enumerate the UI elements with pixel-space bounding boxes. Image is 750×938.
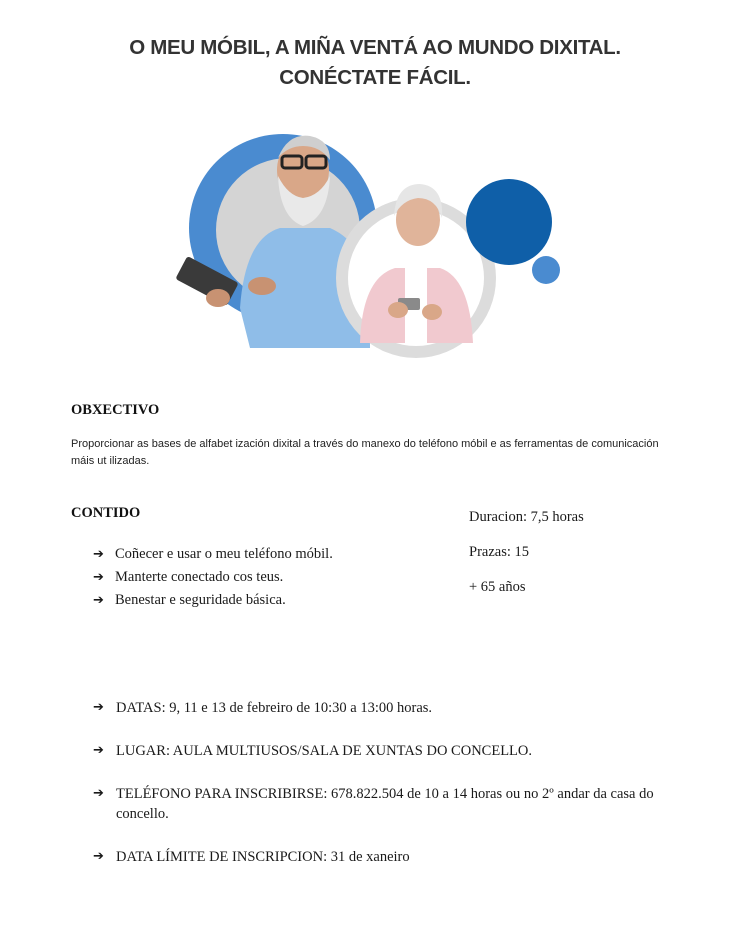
places-text: Prazas: 15 <box>469 544 529 560</box>
arrow-icon: ➔ <box>93 849 104 864</box>
detail-phone: ➔ TELÉFONO PARA INSCRIBIRSE: 678.822.504 de 10 a 14 horas ou no 2º andar da casa do concello. <box>93 786 654 822</box>
arrow-icon: ➔ <box>93 786 104 801</box>
arrow-icon: ➔ <box>93 547 104 562</box>
duration-text: Duracion: 7,5 horas <box>469 509 584 525</box>
age-text: + 65 años <box>469 579 526 595</box>
list-item: ➔ Benestar e seguridade básica. <box>93 589 333 612</box>
arrow-icon: ➔ <box>93 743 104 758</box>
list-item: ➔ Coñecer e usar o meu teléfono móbil. <box>93 543 333 566</box>
page-title <box>0 33 750 93</box>
arrow-icon: ➔ <box>93 593 104 608</box>
detail-deadline: ➔ DATA LÍMITE DE INSCRIPCION: 31 de xaneiro <box>93 849 410 865</box>
list-item: ➔ Manterte conectado cos teus. <box>93 566 333 589</box>
detail-dates: ➔ DATAS: 9, 11 e 13 de febreiro de 10:30 a 13:00 horas. <box>93 700 433 716</box>
content-list <box>93 543 333 612</box>
seniors-illustration <box>170 118 570 368</box>
blue-dot-small <box>532 256 560 284</box>
blue-dot-large <box>466 179 552 265</box>
content-heading: CONTIDO <box>71 505 141 521</box>
arrow-icon: ➔ <box>93 700 104 715</box>
details-list <box>93 698 693 890</box>
objective-heading: OBXECTIVO <box>71 402 160 418</box>
arrow-icon: ➔ <box>93 570 104 585</box>
title-line-2: CONÉCTATE FÁCIL. <box>279 66 471 89</box>
title-line-1: O MEU MÓBIL, A MIÑA VENTÁ AO MUNDO DIXITAL. <box>129 36 621 59</box>
objective-text: Proporcionar as bases de alfabet ización dixital a través do manexo do teléfono móbil e as ferramentas de comunicación máis ut ilizadas. <box>71 438 659 467</box>
detail-place: ➔ LUGAR: AULA MULTIUSOS/SALA DE XUNTAS DO CONCELLO. <box>93 743 533 759</box>
